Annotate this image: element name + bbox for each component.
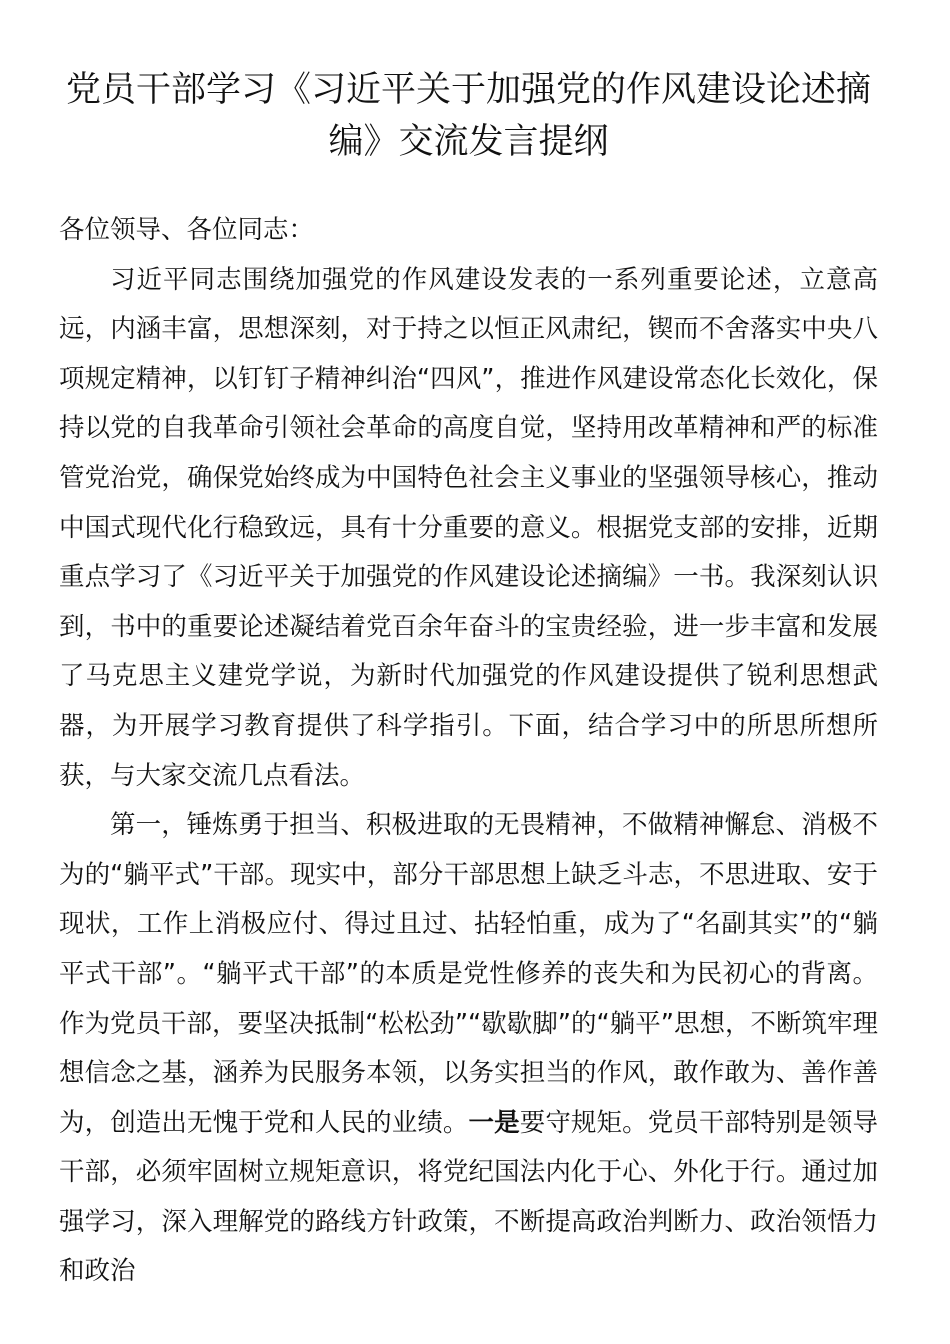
bold-lead-yishi: 一是	[468, 1107, 520, 1138]
paragraph-intro: 习近平同志围绕加强党的作风建设发表的一系列重要论述，立意高远，内涵丰富，思想深刻，对于持之以恒正风肃纪，锲而不舍落实中央八项规定精神，以钉钉子精神纠治“四风”，推进作风建设常态化长效化，保持以党的自我革命引领社会革命的高度自觉，坚持用改革精神和严的标准管党治党，确保党始终成为中国特色社会主义事业的坚强领导核心，推动中国式现代化行稳致远，具有十分重要的意义。根据党支部的安排，近期重点学习了《习近平关于加强党的作风建设论述摘编》一书。我深刻认识到，书中的重要论述凝结着党百余年奋斗的宝贵经验，进一步丰富和发展了马克思主义建党学说，为新时代加强党的作风建设提供了锐利思想武器，为开展学习教育提供了科学指引。下面，结合学习中的所思所想所获，与大家交流几点看法。	[59, 264, 878, 791]
document-title: 党员干部学习《习近平关于加强党的作风建设论述摘编》交流发言提纲	[65, 70, 871, 162]
paragraph-first-point-text: 第一，锤炼勇于担当、积极进取的无畏精神，不做精神懈怠、消极不为的“躺平式”干部。现实中，部分干部思想上缺乏斗志，不思进取、安于现状，工作上消极应付、得过且过、拈轻怕重，成为了“名副其实”的“躺平式干部”。“躺平式干部”的本质是党性修养的丧失和为民初心的背离。作为党员干部，要坚决抵制“松松劲”“歇歇脚”的“躺平”思想，不断筑牢理想信念之基，涵养为民服务本领，以务实担当的作风，敢作敢为、善作善为，创造出无愧于党和人民的业绩。	[59, 810, 878, 1138]
salutation: 各位领导、各位同志：	[59, 215, 315, 245]
document-body	[59, 206, 878, 1297]
paragraph-first-point-continuation: 要守规矩。党员干部特别是领导干部，必须牢固树立规矩意识，将党纪国法内化于心、外化于行。通过加强学习，深入理解党的路线方针政策，不断提高政治判断力、政治领悟力和政治	[59, 1107, 878, 1287]
paragraph-first-point	[59, 801, 878, 1297]
